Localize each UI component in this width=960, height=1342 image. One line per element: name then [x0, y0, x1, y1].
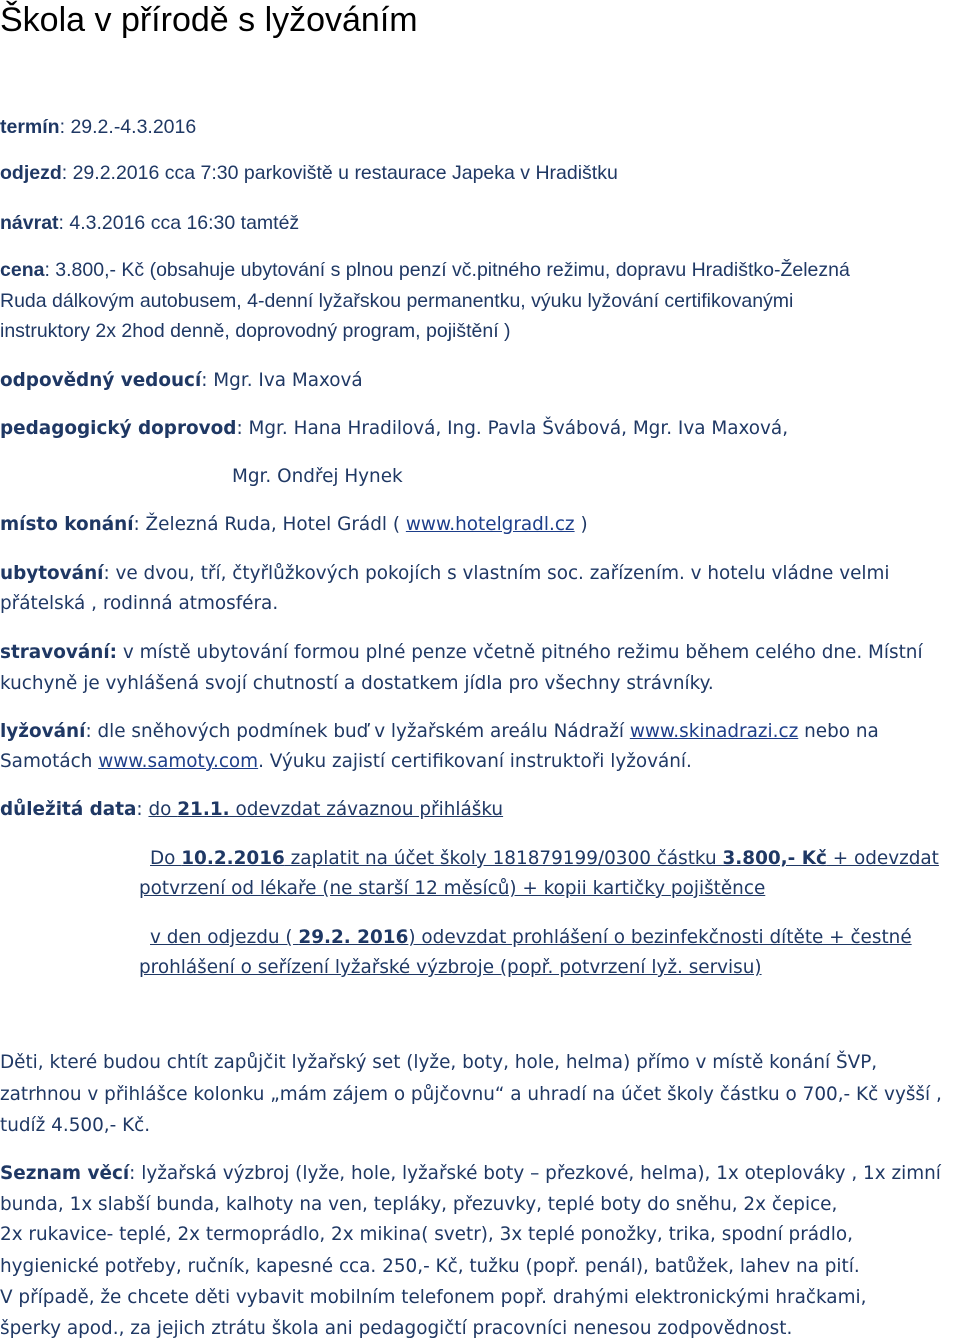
hotel-link[interactable]: www.hotelgradl.cz — [405, 514, 575, 535]
doprovod-label: pedagogický doprovod — [0, 418, 237, 439]
navrat-label: návrat — [0, 212, 59, 234]
seznam-line-6: šperky apod., za jejich ztrátu škola ani pedagogičtí pracovníci nenesou zodpovědnost. — [0, 1318, 793, 1339]
samoty-link[interactable]: www.samoty.com — [98, 751, 259, 772]
cena-line-2: Ruda dálkovým autobusem, 4-denní lyžařskou permanentku, výuku lyžování certifikovanými — [0, 290, 794, 312]
data-item1-pre: do — [148, 799, 178, 820]
stravovani-line-1 — [0, 640, 923, 666]
doprovod-value: : Mgr. Hana Hradilová, Ing. Pavla Švábová, Mgr. Iva Maxová, — [236, 418, 789, 439]
cena-line-3: instruktory 2x 2hod denně, doprovodný program, pojištění ) — [0, 320, 511, 342]
odjezd-value: : 29.2.2016 cca 7:30 parkoviště u restaurace Japeka v Hradištku — [61, 162, 618, 184]
vedouci-label: odpovědný vedoucí — [0, 370, 202, 391]
seznam-line-4: hygienické potřeby, ručník, kapesné cca. 250,- Kč, tužku (popř. penál), batůžek, lahev na pití. — [0, 1256, 860, 1277]
data-item3-pre: v den odjezdu ( — [150, 927, 299, 948]
misto-value: : Železná Ruda, Hotel Grádl ( — [133, 514, 406, 535]
lyzovani-line-2 — [0, 749, 692, 775]
termin-line — [0, 114, 196, 140]
ubytovani-label: ubytování — [0, 563, 104, 584]
data-item3-line-1 — [150, 925, 912, 951]
seznam-line-1 — [0, 1161, 941, 1187]
stravovani-text-1: v místě ubytování formou plné penze včetně pitného režimu během celého dne. Místní — [117, 642, 923, 663]
doprovod-line — [0, 416, 788, 442]
cena-line-1 — [0, 257, 850, 283]
seznam-line-2: bunda, 1x slabší bunda, kalhoty na ven, tepláky, přezuvky, teplé boty do sněhu, 2x čepice, — [0, 1194, 838, 1215]
doprovod-line-2: Mgr. Ondřej Hynek — [232, 466, 403, 487]
data-line-1 — [0, 797, 503, 823]
data-item2-after: + odevzdat — [826, 848, 939, 869]
pujcovna-line-1: Děti, které budou chtít zapůjčit lyžařský set (lyže, boty, hole, helma) přímo v místě konání ŠVP, — [0, 1052, 878, 1073]
ubytovani-line-1 — [0, 561, 890, 587]
lyzovani-text-1-after: nebo na — [798, 721, 879, 742]
data-item3-date: 29.2. 2016 — [298, 927, 409, 948]
vedouci-line — [0, 368, 363, 394]
lyzovani-text-2-after: . Výuku zajistí certifikovaní instruktoři lyžování. — [258, 751, 692, 772]
misto-label: místo konání — [0, 514, 134, 535]
lyzovani-text-1: : dle sněhových podmínek buď v lyžařském areálu Nádraží — [85, 721, 630, 742]
data-item2-line-2: potvrzení od lékaře (ne starší 12 měsíců) + kopii kartičky pojištěnce — [139, 878, 766, 899]
skinadrazi-link[interactable]: www.skinadrazi.cz — [629, 721, 799, 742]
seznam-line-3: 2x rukavice- teplé, 2x termoprádlo, 2x mikina( svetr), 3x teplé ponožky, trika, spodní prádlo, — [0, 1224, 853, 1245]
stravovani-label: stravování: — [0, 642, 117, 663]
data-item2-line-1 — [150, 846, 939, 872]
data-item2-text: zaplatit na účet školy 181879199/0300 částku — [284, 848, 723, 869]
data-item2 — [150, 848, 939, 869]
lyzovani-label: lyžování — [0, 721, 86, 742]
data-label: důležitá data — [0, 799, 137, 820]
seznam-line-5: V případě, že chcete děti vybavit mobilním telefonem popř. drahými elektronickými hračkami, — [0, 1287, 867, 1308]
data-item2-date: 10.2.2016 — [181, 848, 285, 869]
data-colon: : — [136, 799, 149, 820]
data-item1-text: odevzdat závaznou přihlášku — [229, 799, 504, 820]
navrat-line — [0, 210, 299, 236]
data-item3 — [150, 927, 912, 948]
termin-label: termín — [0, 116, 60, 138]
ubytovani-text-1: : ve dvou, tří, čtyřlůžkových pokojích s vlastním soc. zařízením. v hotelu vládne velmi — [103, 563, 890, 584]
page-title: Škola v přírodě s lyžováním — [0, 1, 418, 39]
seznam-label: Seznam věcí — [0, 1163, 130, 1184]
data-item1 — [148, 799, 503, 820]
navrat-value: : 4.3.2016 cca 16:30 tamtéž — [58, 212, 300, 234]
pujcovna-line-2: zatrhnou v přihlášce kolonku „mám zájem o půjčovnu“ a uhradí na účet školy částku o 700,- Kč vyšší , — [0, 1084, 942, 1105]
odjezd-label: odjezd — [0, 162, 62, 184]
termin-value: : 29.2.-4.3.2016 — [59, 116, 197, 138]
misto-line — [0, 512, 588, 538]
vedouci-value: : Mgr. Iva Maxová — [201, 370, 363, 391]
data-item2-pre: Do — [150, 848, 182, 869]
pujcovna-line-3: tudíž 4.500,- Kč. — [0, 1115, 151, 1136]
stravovani-line-2: kuchyně je vyhlášená svojí chutností a dostatkem jídla pro všechny strávníky. — [0, 673, 714, 694]
data-item3-line-2: prohlášení o seřízení lyžařské výzbroje (popř. potvrzení lyž. servisu) — [139, 957, 762, 978]
odjezd-line — [0, 160, 618, 186]
cena-label: cena — [0, 259, 45, 281]
cena-text-1: : 3.800,- Kč (obsahuje ubytování s plnou penzí vč.pitného režimu, dopravu Hradištko-Železná — [44, 259, 850, 281]
misto-after: ) — [574, 514, 588, 535]
data-item3-text: ) odevzdat prohlášení o bezinfekčnosti dítěte + čestné — [408, 927, 912, 948]
data-item1-date: 21.1. — [177, 799, 230, 820]
lyzovani-line-1 — [0, 719, 879, 745]
ubytovani-line-2: přátelská , rodinná atmosféra. — [0, 593, 279, 614]
data-item2-amount: 3.800,- Kč — [722, 848, 827, 869]
lyzovani-text-2: Samotách — [0, 751, 99, 772]
seznam-text-1: : lyžařská výzbroj (lyže, hole, lyžařské boty – přezkové, helma), 1x oteplováky , 1x zimní — [129, 1163, 941, 1184]
